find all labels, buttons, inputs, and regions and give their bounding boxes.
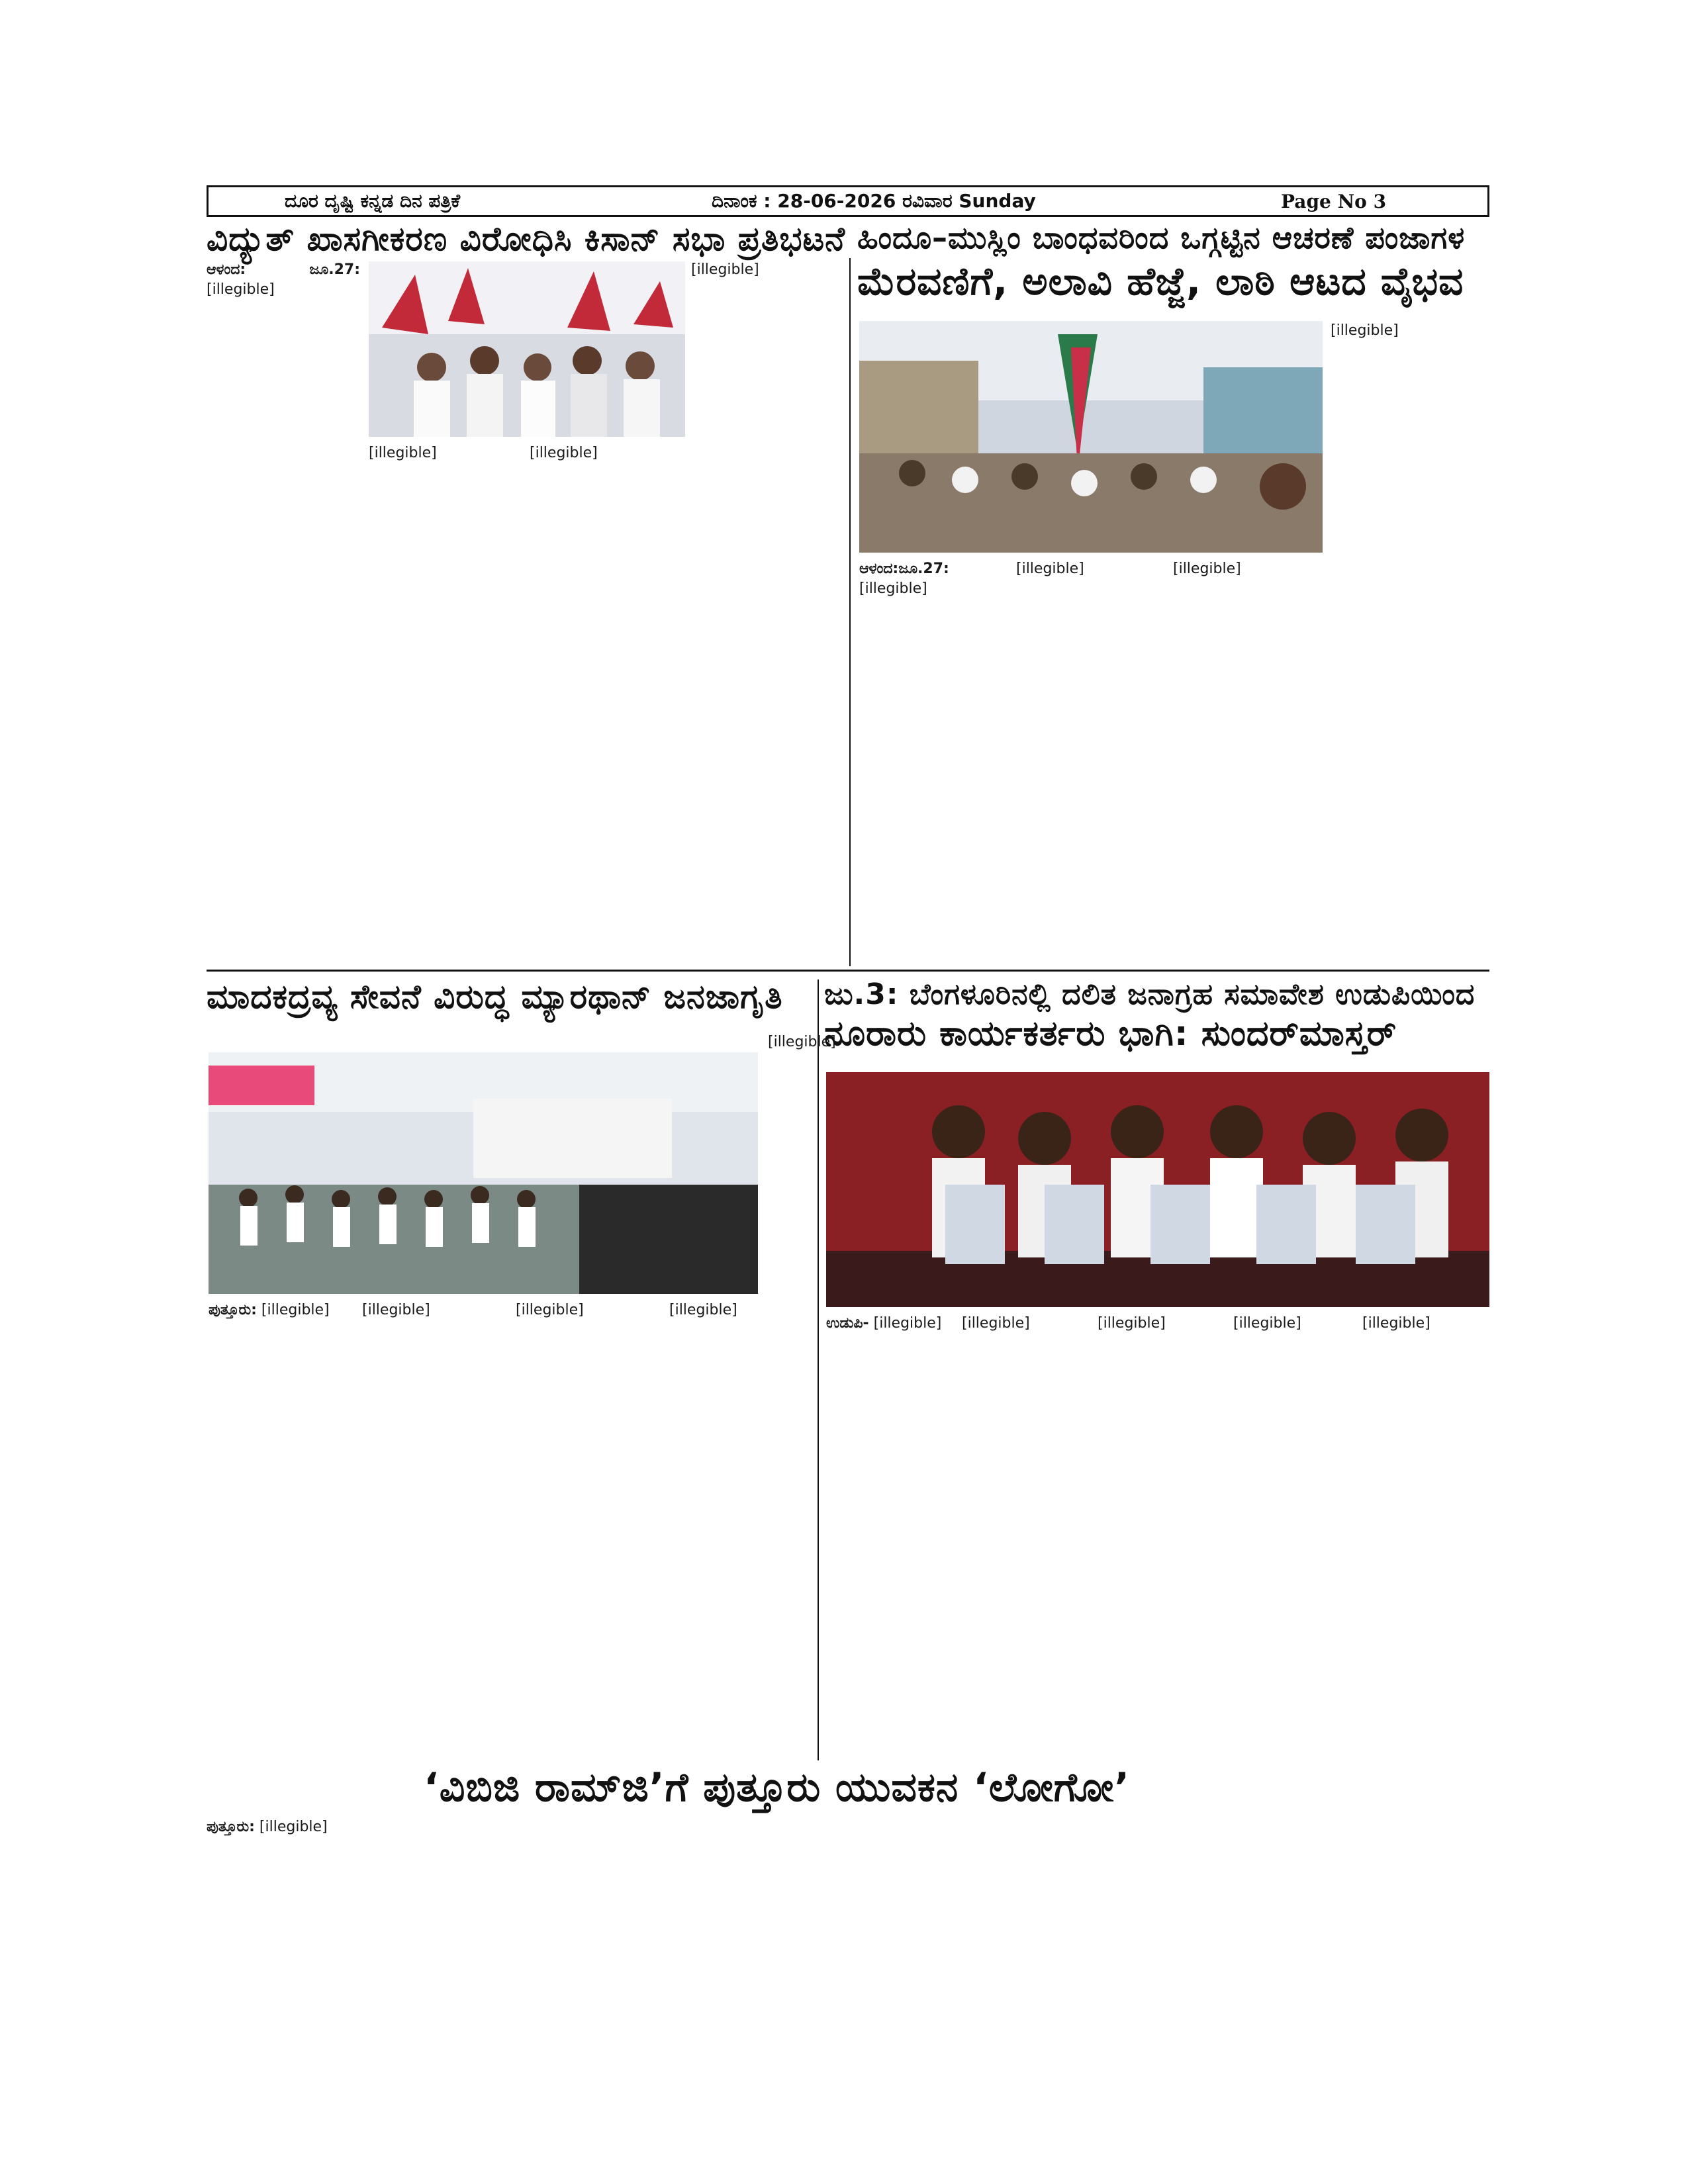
story4-dateline: ಉಡುಪಿ- [826, 1315, 869, 1332]
story5-headline: ‘ವಿಬಿಜಿ ರಾಮ್‌ಜಿ’ಗೆ ಪುತ್ತೂರು ಯುವಕನ ‘ಲೋಗೋ’ [424, 1764, 1130, 1811]
story1-column-1 [207, 260, 360, 962]
story5-body-block [207, 1817, 1489, 2015]
masthead [207, 185, 1489, 217]
story3-column-2: [illegible] [362, 1302, 430, 1318]
story2-body: [illegible] [859, 580, 927, 597]
paper-name: ದೂರ ದೃಷ್ಟಿ ಕನ್ನಡ ದಿನ ಪತ್ರಿಕೆ [285, 190, 461, 212]
story1-column-4: [illegible] [691, 261, 759, 278]
story4-column-5: [illegible] [1362, 1315, 1430, 1332]
story4-headline-line2: ನೂರಾರು ಕಾರ್ಯಕರ್ತರು ಭಾಗಿ: ಸುಂದರ್‌ಮಾಸ್ತರ್ [824, 1014, 1397, 1054]
story3-column-right-top: [illegible] [768, 1034, 836, 1050]
story3-body: [illegible] [261, 1302, 330, 1318]
story1-dateline: ಆಳಂದ: ಜೂ.27: [207, 261, 360, 278]
story3-headline: ಮಾದಕದ್ರವ್ಯ ಸೇವನೆ ವಿರುದ್ಧ ಮ್ಯಾರಥಾನ್ ಜನಜಾಗೃತಿ [207, 978, 783, 1016]
story1-column-2: [illegible] [369, 445, 437, 461]
row-divider [207, 970, 1489, 972]
story1-headline: ವಿದ್ಯುತ್ ಖಾಸಗೀಕರಣ ವಿರೋಧಿಸಿ ಕಿಸಾನ್ ಸಭಾ ಪ್ರತಿಭಟನೆ [207, 220, 845, 258]
story1-column-3: [illegible] [530, 445, 598, 461]
story4-column-2: [illegible] [962, 1315, 1030, 1332]
story5-dateline: ಪುತ್ತೂರು: [207, 1819, 255, 1835]
story4-column-4: [illegible] [1233, 1315, 1301, 1332]
story4-headline-line1: ಜು.3: ಬೆಂಗಳೂರಿನಲ್ಲಿ ದಲಿತ ಜನಾಗ್ರಹ ಸಮಾವೇಶ ಉಡುಪಿಯಿಂದ [824, 978, 1476, 1011]
story4-body: [illegible] [873, 1315, 942, 1332]
story2-column-4: [illegible] [1331, 322, 1399, 339]
story3-column-1 [209, 1300, 354, 1757]
story3-column-4: [illegible] [669, 1302, 737, 1318]
story2-column-1 [859, 559, 1008, 963]
page-number: Page No 3 [1281, 190, 1387, 212]
story3-photo [209, 1052, 758, 1294]
story2-photo [859, 321, 1323, 553]
column-divider [849, 258, 851, 966]
story1-body: [illegible] [207, 281, 275, 298]
story5-body: [illegible] [259, 1819, 328, 1835]
story4-photo [826, 1072, 1489, 1307]
issue-date: ದಿನಾಂಕ : 28-06-2026 ರವಿವಾರ Sunday [712, 190, 1036, 212]
story4-column-3: [illegible] [1098, 1315, 1166, 1332]
story3-dateline: ಪುತ್ತೂರು: [209, 1302, 257, 1318]
story2-headline-line1: ಹಿಂದೂ–ಮುಸ್ಲಿಂ ಬಾಂಧವರಿಂದ ಒಗ್ಗಟ್ಟಿನ ಆಚರಣೆ ಪಂಜಾಗಳ [857, 220, 1466, 255]
story3-column-3: [illegible] [516, 1302, 584, 1318]
story1-photo [369, 261, 685, 437]
story2-headline-line2: ಮೆರವಣಿಗೆ, ಅಲಾವಿ ಹೆಜ್ಜೆ, ಲಾಠಿ ಆಟದ ವೈಭವ [857, 259, 1464, 304]
story4-column-1 [826, 1314, 955, 1757]
story2-column-2: [illegible] [1016, 561, 1084, 577]
story2-column-3: [illegible] [1173, 561, 1241, 577]
story2-dateline: ಆಳಂದ:ಜೂ.27: [859, 561, 949, 577]
